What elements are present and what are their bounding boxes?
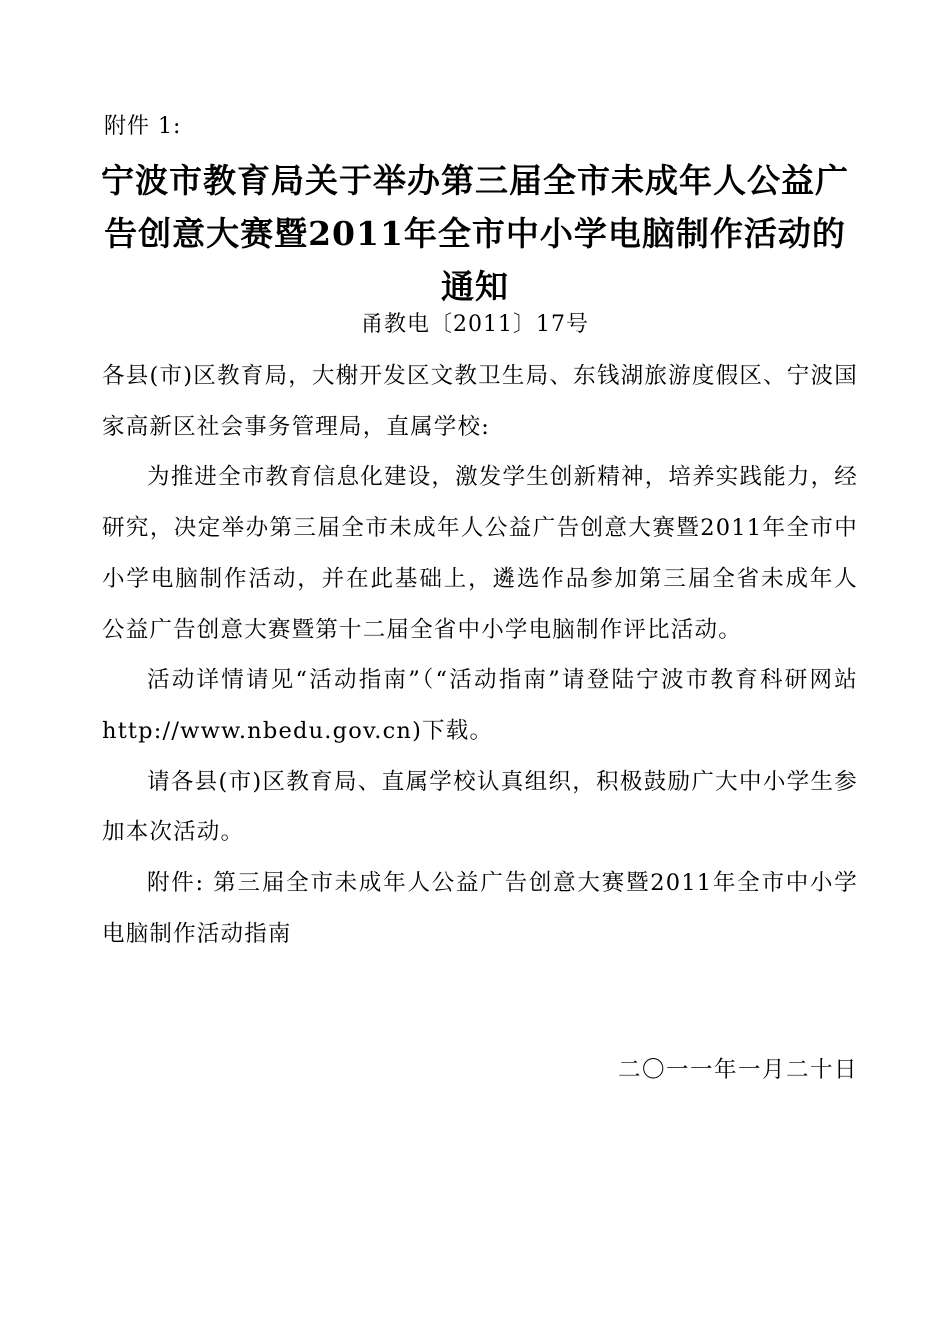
body-paragraph: 请各县(市)区教育局、直属学校认真组织，积极鼓励广大中小学生参加本次活动。 bbox=[102, 768, 858, 846]
body-paragraph: 活动详情请见“活动指南”（“活动指南”请登陆宁波市教育科研网站http://www.nbedu.gov.cn)下载。 bbox=[102, 667, 858, 744]
document-title: 宁波市教育局关于举办第三届全市未成年人公益广告创意大赛暨2011年全市中小学电脑制作活动的通知 bbox=[101, 161, 849, 306]
document-body bbox=[102, 351, 858, 959]
body-paragraph: 为推进全市教育信息化建设，激发学生创新精神，培养实践能力，经研究，决定举办第三届全市未成年人公益广告创意大赛暨2011年全市中小学电脑制作活动，并在此基础上，遴选作品参加第三届全省未成年人公益广告创意大赛暨第十二届全省中小学电脑制作评比活动。 bbox=[102, 464, 859, 643]
document-number: 甬教电〔2011〕17号 bbox=[361, 312, 589, 337]
attachment-note: 附件: 第三届全市未成年人公益广告创意大赛暨2011年全市中小学电脑制作活动指南 bbox=[102, 870, 858, 947]
recipients-line: 各县(市)区教育局，大榭开发区文教卫生局、东钱湖旅游度假区、宁波国家高新区社会事务管理局，直属学校: bbox=[102, 363, 858, 440]
attachment-label: 附件 1: bbox=[104, 114, 182, 139]
issue-date: 二〇一一年一月二十日 bbox=[617, 1057, 858, 1083]
